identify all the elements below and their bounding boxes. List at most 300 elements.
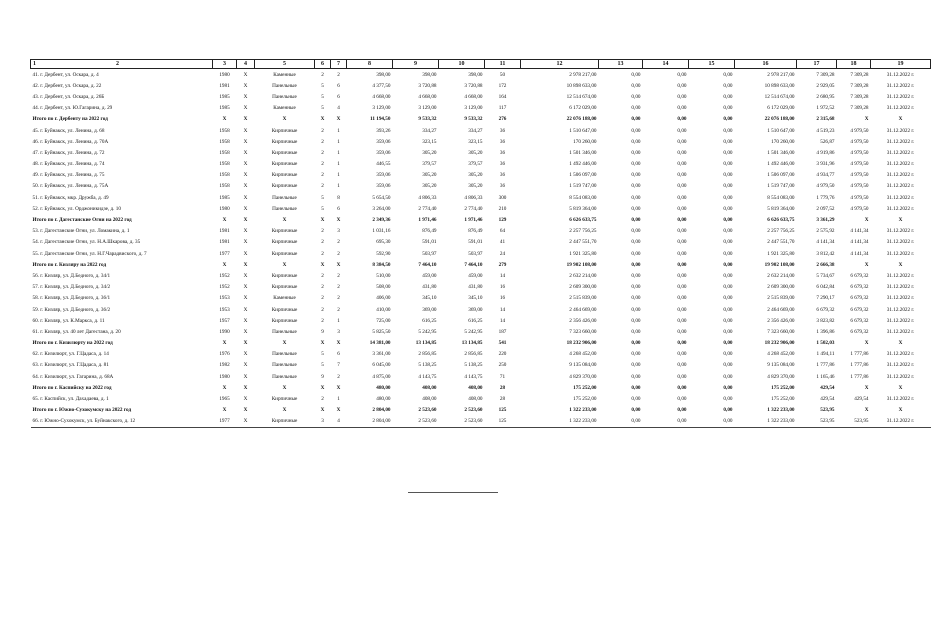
address-cell: Итого по г. Кизилюрту на 2022 год [32, 340, 113, 347]
table-cell: 2 [337, 71, 340, 78]
table-cell: 2 856,85 [418, 351, 437, 358]
table-cell: 6 679,32 [850, 295, 869, 302]
table-cell: 503,97 [468, 250, 483, 257]
table-row [31, 69, 931, 81]
table-cell: 4 979,50 [850, 161, 869, 168]
table-cell: 0,00 [631, 82, 641, 89]
table-cell: 0,00 [677, 183, 687, 190]
table-cell: Х [336, 217, 341, 224]
table-cell: 408,00 [422, 396, 437, 403]
table-cell: 379,57 [422, 161, 437, 168]
table-cell: 2 [337, 373, 340, 380]
address-cell: Итого по г. Дагестанские Огни на 2022 год [32, 217, 132, 224]
table-cell: 19 902 108,00 [566, 261, 597, 268]
table-cell: 2 632 214,00 [569, 272, 597, 279]
table-cell: 0,00 [677, 340, 687, 347]
table-cell: Х [243, 127, 248, 134]
table-cell: 7 309,28 [850, 82, 869, 89]
table-cell: 7 464,10 [464, 261, 483, 268]
table-row [31, 237, 931, 248]
table-row [31, 371, 931, 382]
table-cell: Х [243, 418, 248, 425]
table-cell: 0,00 [677, 217, 687, 224]
table-cell: 323,15 [468, 138, 483, 145]
table-cell: 1 972,52 [816, 105, 835, 112]
address-cell: 66. г. Южно-Сухокумск, ул. Буйнакского, д. 12 [32, 418, 136, 425]
table-cell: 523,95 [820, 407, 835, 414]
table-cell: 22 076 188,00 [764, 116, 795, 123]
table-cell: 0,00 [631, 362, 641, 369]
table-cell: 431,80 [422, 284, 437, 291]
table-cell: 0,00 [677, 161, 687, 168]
table-cell: 31.12.2022 г. [886, 351, 915, 358]
table-cell: 1 777,86 [850, 362, 869, 369]
table-cell: Панельные [272, 205, 297, 212]
table-cell: 429,54 [854, 396, 869, 403]
table-cell: 8 554 083,00 [767, 194, 795, 201]
table-cell: 0,00 [723, 384, 733, 391]
table-row [31, 293, 931, 304]
table-cell: 2 356 426,00 [767, 317, 795, 324]
table-cell: 0,00 [677, 82, 687, 89]
table-cell: 175 252,00 [771, 384, 795, 391]
table-cell: Х [320, 217, 325, 224]
table-cell: 41 [499, 239, 506, 246]
end-divider-line [408, 492, 498, 493]
table-cell: 876,49 [422, 228, 437, 235]
table-cell: 5 819 364,00 [767, 205, 795, 212]
table-cell: 2 464 669,00 [767, 306, 795, 313]
table-cell: 3 129,00 [464, 105, 483, 112]
table-cell: Каменные [273, 71, 296, 78]
address-cell: 54. г. Дагестанские Огни, ул. Н.А.Шкарова, д. 35 [32, 239, 141, 246]
table-cell: 16 [499, 284, 506, 291]
table-cell: 1958 [219, 161, 230, 168]
table-cell: Х [864, 116, 869, 123]
table-cell: Х [243, 317, 248, 324]
table-cell: 1 519 747,00 [767, 183, 795, 190]
table-cell: 2 523,60 [464, 418, 483, 425]
table-cell: 14 [499, 272, 506, 279]
table-cell: 1 [337, 172, 340, 179]
table-cell: 0,00 [677, 396, 687, 403]
table-cell: 36 [499, 183, 506, 190]
table-cell: 31.12.2022 г. [886, 105, 915, 112]
table-cell: 3 931,96 [816, 161, 835, 168]
table-cell: 0,00 [631, 71, 641, 78]
table-cell: Х [336, 261, 341, 268]
table-cell: 6 [337, 205, 340, 212]
table-cell: 4 979,50 [850, 127, 869, 134]
table-cell: 50 [499, 71, 506, 78]
address-cell: 50. г. Буйнакск, ул. Ленина, д. 75А [32, 183, 109, 190]
table-cell: 6 679,32 [850, 306, 869, 313]
table-cell: 12 514 674,00 [764, 93, 795, 100]
table-cell: Х [336, 340, 341, 347]
table-cell: 0,00 [723, 328, 733, 335]
table-row [31, 125, 931, 136]
table-cell: 279 [498, 261, 507, 268]
table-cell: Х [282, 407, 287, 414]
table-cell: 31.12.2022 г. [886, 373, 915, 380]
table-cell: 2 [321, 161, 324, 168]
table-row [31, 136, 931, 147]
table-cell: 1 492 446,00 [767, 161, 795, 168]
table-cell: Х [282, 340, 287, 347]
table-cell: 5 654,50 [372, 194, 391, 201]
table-cell: 459,00 [468, 272, 483, 279]
subtotal-row [31, 214, 931, 225]
table-cell: 0,00 [677, 194, 687, 201]
table-cell: 6 679,32 [850, 328, 869, 335]
table-cell: 0,00 [677, 105, 687, 112]
table-row [31, 248, 931, 259]
address-cell: 56. г. Кизляр, ул. Д.Бедного, д. 34/1 [32, 272, 111, 279]
address-cell: 44. г. Дербент, ул. Ю.Гагарина, д. 29 [32, 105, 113, 112]
header-cell: 14 [643, 60, 689, 69]
table-cell: 172 [498, 82, 507, 89]
table-cell: 0,00 [677, 272, 687, 279]
table-cell: Х [864, 407, 869, 414]
table-cell: 0,00 [677, 407, 687, 414]
table-cell: 0,00 [677, 93, 687, 100]
table-cell: 523,95 [854, 418, 869, 425]
table-cell: 31.12.2022 г. [886, 362, 915, 369]
table-cell: Х [243, 116, 248, 123]
table-cell: Х [282, 384, 287, 391]
table-cell: 1 322 233,00 [767, 407, 795, 414]
table-cell: Х [320, 384, 325, 391]
table-cell: 2 774,40 [464, 205, 483, 212]
table-row [31, 192, 931, 203]
housing-repair-table [30, 59, 931, 428]
table-cell: 1 492 446,00 [569, 161, 597, 168]
table-cell: 11 194,50 [370, 116, 391, 123]
table-cell: 24 [499, 250, 506, 257]
table-cell: 4 806,33 [418, 194, 437, 201]
table-cell: 305,20 [468, 149, 483, 156]
table-cell: 2 315,68 [816, 116, 835, 123]
table-cell: 31.12.2022 г. [886, 272, 915, 279]
address-cell: 46. г. Буйнакск, ул. Ленина, д. 70А [32, 138, 109, 145]
table-cell: 2 [337, 306, 340, 313]
address-cell: 42. г. Дербент, ул. Оскара, д. 22 [32, 82, 102, 89]
table-cell: 3 129,00 [372, 105, 391, 112]
table-cell: 117 [498, 105, 507, 112]
table-cell: 0,00 [677, 295, 687, 302]
table-cell: 6 045,00 [372, 362, 391, 369]
table-cell: 2 774,40 [418, 205, 437, 212]
table-cell: Панельные [272, 373, 297, 380]
table-cell: 2 464 669,00 [569, 306, 597, 313]
address-cell: 53. г. Дагестанские Огни, ул. Ломакина, д. 1 [32, 228, 130, 235]
table-cell: 541 [498, 340, 507, 347]
table-cell: 6 042,84 [816, 284, 835, 291]
header-cell: 4 [237, 60, 255, 69]
table-cell: 5 [321, 351, 324, 358]
table-cell: 1 971,46 [418, 217, 437, 224]
table-cell: 31.12.2022 г. [886, 127, 915, 134]
table-cell: 459,00 [422, 272, 437, 279]
table-cell: 31.12.2022 г. [886, 418, 915, 425]
table-cell: Х [243, 261, 248, 268]
table-cell: 523,95 [820, 418, 835, 425]
table-cell: 0,00 [677, 138, 687, 145]
table-cell: 0,00 [723, 217, 733, 224]
table-cell: Х [243, 93, 248, 100]
table-cell: 36 [499, 161, 506, 168]
table-cell: 1 322 233,00 [767, 418, 795, 425]
table-cell: 7 309,28 [850, 93, 869, 100]
table-cell: Х [243, 172, 248, 179]
table-cell: 4 141,34 [850, 239, 869, 246]
table-cell: 305,20 [468, 183, 483, 190]
table-cell: 4 979,50 [850, 149, 869, 156]
table-row [31, 304, 931, 315]
table-cell: 0,00 [677, 228, 687, 235]
table-cell: 36 [499, 127, 506, 134]
table-cell: 0,00 [631, 217, 641, 224]
table-cell: 0,00 [723, 183, 733, 190]
table-cell: Х [320, 340, 325, 347]
address-cell: Итого по г. Каспийску на 2022 год [32, 384, 112, 391]
table-cell: 2 356 426,00 [569, 317, 597, 324]
table-cell: 0,00 [631, 93, 641, 100]
address-cell: 49. г. Буйнакск, ул. Ленина, д. 75 [32, 172, 105, 179]
table-cell: 6 [337, 351, 340, 358]
table-cell: 2 575,92 [816, 228, 835, 235]
table-cell: 2 257 756,25 [767, 228, 795, 235]
table-cell: Х [243, 149, 248, 156]
table-cell: 2 [337, 272, 340, 279]
table-cell: 480,00 [376, 384, 391, 391]
header-cell-1-2 [31, 60, 213, 69]
table-cell: Х [898, 340, 903, 347]
table-cell: 9 533,32 [464, 116, 483, 123]
table-cell: Х [243, 71, 248, 78]
table-cell: 7 309,28 [850, 71, 869, 78]
table-cell: 616,25 [422, 317, 437, 324]
header-cell: 15 [689, 60, 735, 69]
table-cell: 2 [321, 272, 324, 279]
table-cell: Кирпичные [271, 138, 298, 145]
table-cell: Х [282, 116, 287, 123]
table-cell: 175 252,00 [771, 396, 795, 403]
table-cell: 2 [321, 183, 324, 190]
table-cell: 2 349,36 [372, 217, 391, 224]
table-cell: 334,27 [422, 127, 437, 134]
table-cell: Х [243, 183, 248, 190]
table-cell: 1980 [219, 373, 230, 380]
table-cell: Кирпичные [271, 272, 298, 279]
table-cell: Панельные [272, 328, 297, 335]
table-cell: 2 [321, 317, 324, 324]
table-cell: 446,55 [376, 161, 391, 168]
table-cell: 125 [498, 407, 507, 414]
table-cell: Кирпичные [271, 183, 298, 190]
table-cell: 9 135 084,00 [767, 362, 795, 369]
table-cell: 0,00 [723, 351, 733, 358]
table-cell: 3 720,88 [418, 82, 437, 89]
table-cell: 592,90 [376, 250, 391, 257]
table-cell: 0,00 [631, 205, 641, 212]
table-row [31, 315, 931, 326]
table-cell: 503,97 [422, 250, 437, 257]
table-cell: 725,00 [376, 317, 391, 324]
table-cell: 3 823,82 [816, 317, 835, 324]
header-cell: 8 [347, 60, 393, 69]
table-cell: 2 609 300,00 [767, 284, 795, 291]
table-cell: 0,00 [631, 138, 641, 145]
table-cell: 31.12.2022 г. [886, 149, 915, 156]
table-cell: 0,00 [723, 138, 733, 145]
table-cell: 2 978 217,00 [767, 71, 795, 78]
table-cell: 0,00 [677, 205, 687, 212]
header-cell: 13 [599, 60, 643, 69]
table-cell: 480,00 [376, 396, 391, 403]
table-row [31, 349, 931, 360]
table-cell: Х [336, 384, 341, 391]
table-cell: 4 934,77 [816, 172, 835, 179]
table-cell: 0,00 [677, 71, 687, 78]
table-cell: 1958 [219, 149, 230, 156]
address-cell: 62. г. Кизилюрт, ул. Г.Цадаса, д. 14 [32, 351, 109, 358]
table-cell: 31.12.2022 г. [886, 82, 915, 89]
table-cell: Х [243, 217, 248, 224]
table-cell: 9 [321, 328, 324, 335]
table-cell: 305,20 [468, 172, 483, 179]
table-cell: 7 290,17 [816, 295, 835, 302]
header-num-2: 2 [116, 61, 119, 67]
table-cell: 1 165,46 [816, 373, 835, 380]
table-cell: Панельные [272, 362, 297, 369]
table-cell: 1 [337, 396, 340, 403]
table-cell: 7 [337, 362, 340, 369]
table-cell: Кирпичные [271, 127, 298, 134]
table-cell: 28 [499, 384, 506, 391]
table-cell: 0,00 [723, 418, 733, 425]
address-cell: Итого по г. Южно-Сухокумску на 2022 год [32, 407, 132, 414]
table-cell: 0,00 [723, 172, 733, 179]
table-cell: 0,00 [631, 239, 641, 246]
address-cell: 58. г. Кизляр, ул. Д.Бедного, д. 36/1 [32, 295, 111, 302]
table-cell: 1965 [219, 396, 230, 403]
table-cell: 276 [498, 116, 507, 123]
table-cell: 0,00 [631, 317, 641, 324]
table-cell: 591,01 [422, 239, 437, 246]
table-cell: 1953 [219, 306, 230, 313]
header-cell: 6 [315, 60, 331, 69]
table-cell: 359,06 [376, 183, 391, 190]
header-cell: 9 [393, 60, 439, 69]
table-cell: 429,54 [820, 384, 835, 391]
table-cell: 0,00 [723, 82, 733, 89]
table-cell: 0,00 [723, 373, 733, 380]
table-cell: 1985 [219, 93, 230, 100]
table-cell: 4 [337, 418, 340, 425]
table-cell: Кирпичные [271, 149, 298, 156]
table-cell: 1958 [219, 172, 230, 179]
table-cell: Х [320, 116, 325, 123]
table-cell: 31.12.2022 г. [886, 239, 915, 246]
address-cell: 61. г. Кизляр, ул. 40 лет Дагестана, д. 20 [32, 328, 121, 335]
table-cell: 0,00 [723, 306, 733, 313]
table-cell: 2 [337, 295, 340, 302]
table-cell: 31.12.2022 г. [886, 183, 915, 190]
table-cell: 1980 [219, 205, 230, 212]
table-cell: 22 076 188,00 [566, 116, 597, 123]
table-cell: 0,00 [631, 161, 641, 168]
table-cell: 8 554 083,00 [569, 194, 597, 201]
table-cell: Х [222, 116, 227, 123]
table-row [31, 91, 931, 102]
table-cell: 1985 [219, 105, 230, 112]
table-cell: 0,00 [631, 284, 641, 291]
table-cell: 1 [337, 183, 340, 190]
header-num-1: 1 [33, 61, 36, 67]
table-cell: 1 501 346,00 [569, 149, 597, 156]
table-row [31, 203, 931, 214]
table-cell: 31.12.2022 г. [886, 306, 915, 313]
table-cell: 250 [498, 362, 507, 369]
table-cell: 4 979,50 [816, 183, 835, 190]
table-cell: 4 143,75 [464, 373, 483, 380]
table-cell: Каменные [273, 105, 296, 112]
table-cell: 1977 [219, 250, 230, 257]
table-cell: 0,00 [723, 295, 733, 302]
address-cell: Итого по г. Кизляру на 2022 год [32, 261, 107, 268]
table-cell: 0,00 [677, 127, 687, 134]
table-cell: 0,00 [723, 93, 733, 100]
table-cell: 6 [337, 93, 340, 100]
table-cell: 305,20 [422, 183, 437, 190]
table-cell: 7 309,28 [850, 105, 869, 112]
subtotal-row [31, 259, 931, 270]
subtotal-row [31, 405, 931, 416]
table-row [31, 159, 931, 170]
table-cell: 0,00 [723, 272, 733, 279]
table-cell: 164 [498, 93, 507, 100]
table-cell: 1 [337, 317, 340, 324]
table-cell: 2 [321, 149, 324, 156]
table-cell: 9 135 084,00 [569, 362, 597, 369]
table-cell: Х [243, 362, 248, 369]
table-cell: Х [898, 217, 903, 224]
table-cell: 4 143,75 [418, 373, 437, 380]
table-cell: Кирпичные [271, 172, 298, 179]
table-cell: 406,00 [376, 295, 391, 302]
table-cell: 64 [499, 228, 506, 235]
header-cell: 18 [837, 60, 871, 69]
table-cell: Х [243, 407, 248, 414]
table-cell: 129 [498, 217, 507, 224]
table-cell: Кирпичные [271, 317, 298, 324]
table-cell: 2 447 551,70 [569, 239, 597, 246]
table-cell: 2 523,60 [418, 407, 437, 414]
table-cell: 31.12.2022 г. [886, 284, 915, 291]
table-cell: 2 097,52 [816, 205, 835, 212]
table-cell: 1 502,03 [816, 340, 835, 347]
table-cell: 2 [321, 396, 324, 403]
table-cell: 13 134,85 [415, 340, 437, 347]
table-cell: 2 [321, 172, 324, 179]
table-row [31, 170, 931, 181]
table-cell: 1957 [219, 317, 230, 324]
table-cell: Х [222, 261, 227, 268]
table-cell: 1 777,86 [850, 351, 869, 358]
table-cell: 0,00 [677, 250, 687, 257]
table-cell: 0,00 [677, 328, 687, 335]
